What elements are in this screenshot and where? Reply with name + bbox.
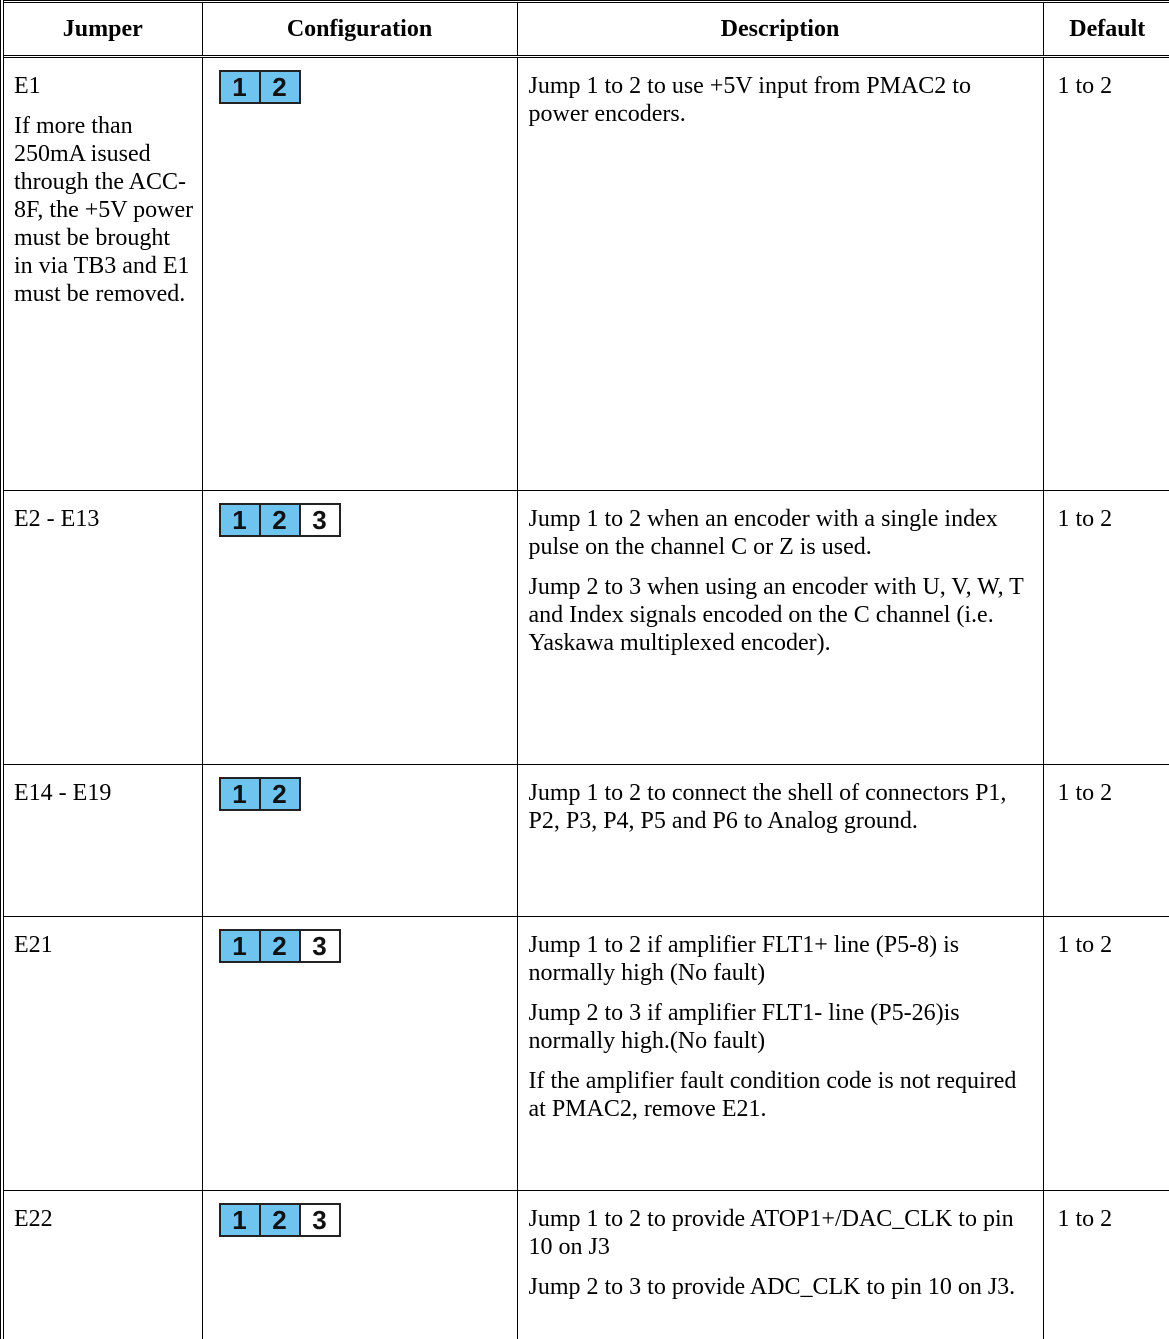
configuration-cell bbox=[202, 1191, 517, 1339]
header-description: Description bbox=[517, 2, 1043, 57]
table-row bbox=[2, 765, 1169, 917]
configuration-cell bbox=[202, 57, 517, 491]
jumper-id: E1 bbox=[14, 73, 41, 99]
jumper-pin: 1 bbox=[221, 1205, 259, 1235]
description-paragraph: Jump 1 to 2 to connect the shell of connectors P1, P2, P3, P4, P5 and P6 to Analog ground. bbox=[528, 780, 1007, 834]
description-paragraph: If the amplifier fault condition code is not required at PMAC2, remove E21. bbox=[528, 1068, 1017, 1122]
description-cell bbox=[517, 765, 1043, 917]
jumper-pin: 2 bbox=[261, 1205, 299, 1235]
jumper-cell bbox=[2, 917, 202, 1191]
default-cell: 1 to 2 bbox=[1043, 491, 1169, 765]
jumper-cell bbox=[2, 57, 202, 491]
jumper-pin: 2 bbox=[261, 505, 299, 535]
jumper-id: E21 bbox=[14, 932, 53, 958]
header-default: Default bbox=[1043, 2, 1169, 57]
jumper-pin: 2 bbox=[261, 779, 299, 809]
jumper-pin: 1 bbox=[221, 931, 259, 961]
jumper-pin: 2 bbox=[261, 72, 299, 102]
jumper-diagram bbox=[219, 929, 341, 963]
configuration-cell bbox=[202, 765, 517, 917]
description-cell bbox=[517, 57, 1043, 491]
header-jumper: Jumper bbox=[2, 2, 202, 57]
header-row bbox=[2, 2, 1169, 57]
description-paragraph: Jump 1 to 2 when an encoder with a single index pulse on the channel C or Z is used. bbox=[528, 506, 998, 560]
jumper-pin: 3 bbox=[301, 505, 339, 535]
table-row bbox=[2, 1191, 1169, 1339]
jumper-pin: 1 bbox=[221, 505, 259, 535]
description-paragraph: Jump 1 to 2 to use +5V input from PMAC2 to power encoders. bbox=[528, 73, 971, 127]
jumper-pin: 3 bbox=[301, 1205, 339, 1235]
configuration-cell bbox=[202, 917, 517, 1191]
jumper-diagram bbox=[219, 1203, 341, 1237]
table-row bbox=[2, 917, 1169, 1191]
jumper-diagram bbox=[219, 503, 341, 537]
table-row bbox=[2, 57, 1169, 491]
description-paragraph: Jump 2 to 3 when using an encoder with U, V, W, T and Index signals encoded on the C channel (i.e. Yaskawa multiplexed encoder). bbox=[528, 574, 1024, 656]
description-cell bbox=[517, 917, 1043, 1191]
description-paragraph: Jump 1 to 2 if amplifier FLT1+ line (P5-8) is normally high (No fault) bbox=[528, 932, 960, 986]
configuration-cell bbox=[202, 491, 517, 765]
jumper-pin: 2 bbox=[261, 931, 299, 961]
jumper-note: If more than 250mA isused through the ACC-8F, the +5V power must be brought in via TB3 and E1 must be removed. bbox=[14, 113, 194, 307]
description-paragraph: Jump 2 to 3 to provide ADC_CLK to pin 10 on J3. bbox=[528, 1274, 1016, 1300]
jumper-pin: 3 bbox=[301, 931, 339, 961]
description-paragraph: Jump 1 to 2 to provide ATOP1+/DAC_CLK to pin 10 on J3 bbox=[528, 1206, 1014, 1260]
jumper-id: E2 - E13 bbox=[14, 506, 100, 532]
jumper-diagram bbox=[219, 777, 301, 811]
header-configuration: Configuration bbox=[202, 2, 517, 57]
jumper-pin: 1 bbox=[221, 72, 259, 102]
default-cell: 1 to 2 bbox=[1043, 57, 1169, 491]
default-cell: 1 to 2 bbox=[1043, 765, 1169, 917]
jumper-id: E14 - E19 bbox=[14, 780, 112, 806]
table-row bbox=[2, 491, 1169, 765]
jumper-cell bbox=[2, 765, 202, 917]
jumper-id: E22 bbox=[14, 1206, 53, 1232]
jumper-diagram bbox=[219, 70, 301, 104]
jumper-pin: 1 bbox=[221, 779, 259, 809]
description-paragraph: Jump 2 to 3 if amplifier FLT1- line (P5-26)is normally high.(No fault) bbox=[528, 1000, 960, 1054]
jumper-cell bbox=[2, 491, 202, 765]
description-cell bbox=[517, 1191, 1043, 1339]
default-cell: 1 to 2 bbox=[1043, 1191, 1169, 1339]
jumper-cell bbox=[2, 1191, 202, 1339]
description-cell bbox=[517, 491, 1043, 765]
default-cell: 1 to 2 bbox=[1043, 917, 1169, 1191]
